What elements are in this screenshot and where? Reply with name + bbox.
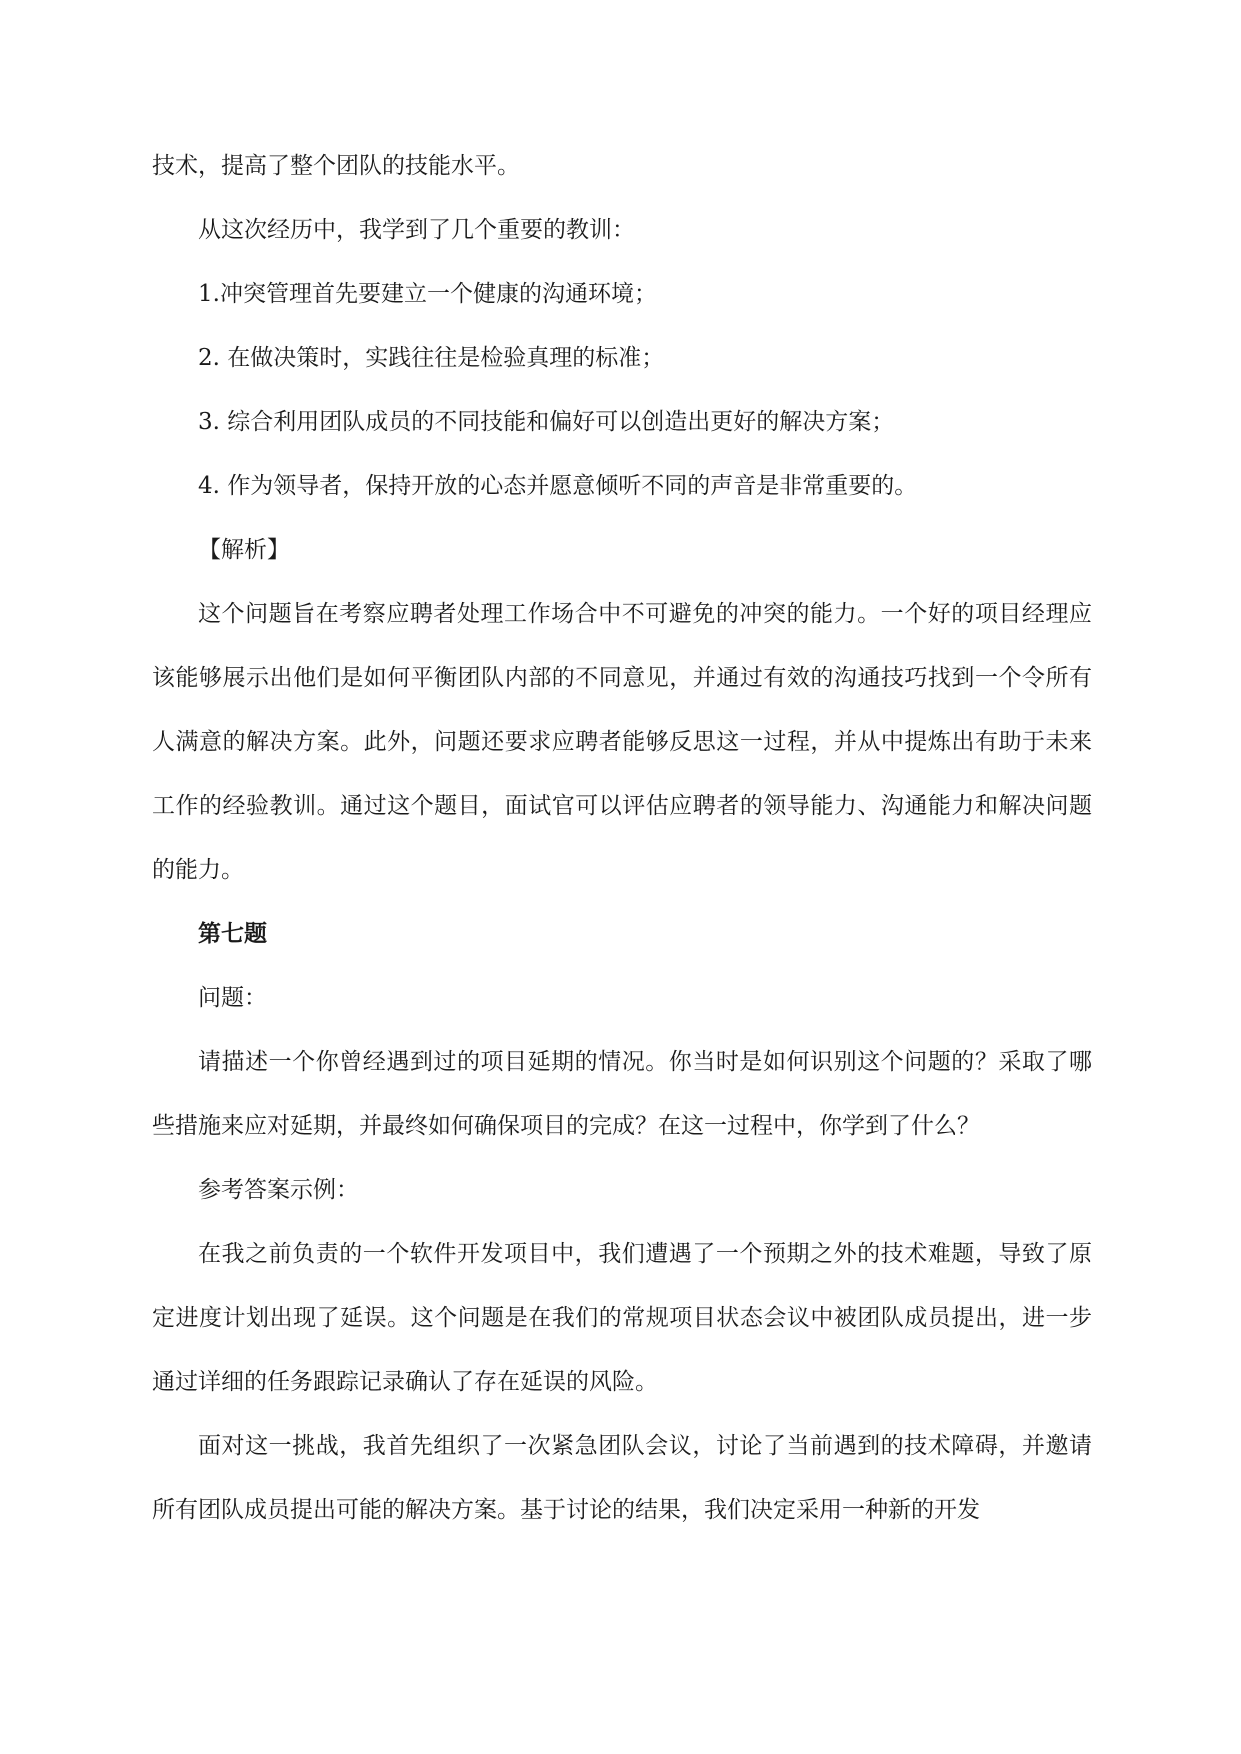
lesson-item-2: 2. 在做决策时，实践往往是检验真理的标准；	[198, 345, 665, 371]
question-label: 问题：	[198, 985, 267, 1011]
analysis-paragraph: 这个问题旨在考察应聘者处理工作场合中不可避免的冲突的能力。一个好的项目经理应该能够展示出他们是如何平衡团队内部的不同意见，并通过有效的沟通技巧找到一个令所有人满意的解决方案。此外，问题还要求应聘者能够反思这一过程，并从中提炼出有助于未来工作的经验教训。通过这个题目，面试官可以评估应聘者的领导能力、沟通能力和解决问题的能力。	[152, 601, 1092, 883]
paragraph-lessons-intro: 从这次经历中，我学到了几个重要的教训：	[198, 217, 635, 243]
section-heading-question-7: 第七题	[198, 920, 267, 947]
paragraph-continuation: 技术，提高了整个团队的技能水平。	[152, 153, 520, 179]
answer-paragraph-2: 面对这一挑战，我首先组织了一次紧急团队会议，讨论了当前遇到的技术障碍，并邀请所有团队成员提出可能的解决方案。基于讨论的结果，我们决定采用一种新的开发	[152, 1433, 1092, 1523]
sample-answer-label: 参考答案示例：	[198, 1177, 359, 1203]
document-body	[152, 134, 1092, 1542]
lesson-item-1: 1.冲突管理首先要建立一个健康的沟通环境；	[198, 281, 657, 307]
question-paragraph: 请描述一个你曾经遇到过的项目延期的情况。你当时是如何识别这个问题的？采取了哪些措施来应对延期，并最终如何确保项目的完成？在这一过程中，你学到了什么？	[152, 1049, 1092, 1139]
lesson-item-4: 4. 作为领导者，保持开放的心态并愿意倾听不同的声音是非常重要的。	[198, 473, 918, 499]
lesson-item-3: 3. 综合利用团队成员的不同技能和偏好可以创造出更好的解决方案；	[198, 409, 895, 435]
analysis-label: 【解析】	[198, 537, 290, 563]
answer-paragraph-1: 在我之前负责的一个软件开发项目中，我们遭遇了一个预期之外的技术难题，导致了原定进度计划出现了延误。这个问题是在我们的常规项目状态会议中被团队成员提出，进一步通过详细的任务跟踪记录确认了存在延误的风险。	[152, 1241, 1092, 1395]
